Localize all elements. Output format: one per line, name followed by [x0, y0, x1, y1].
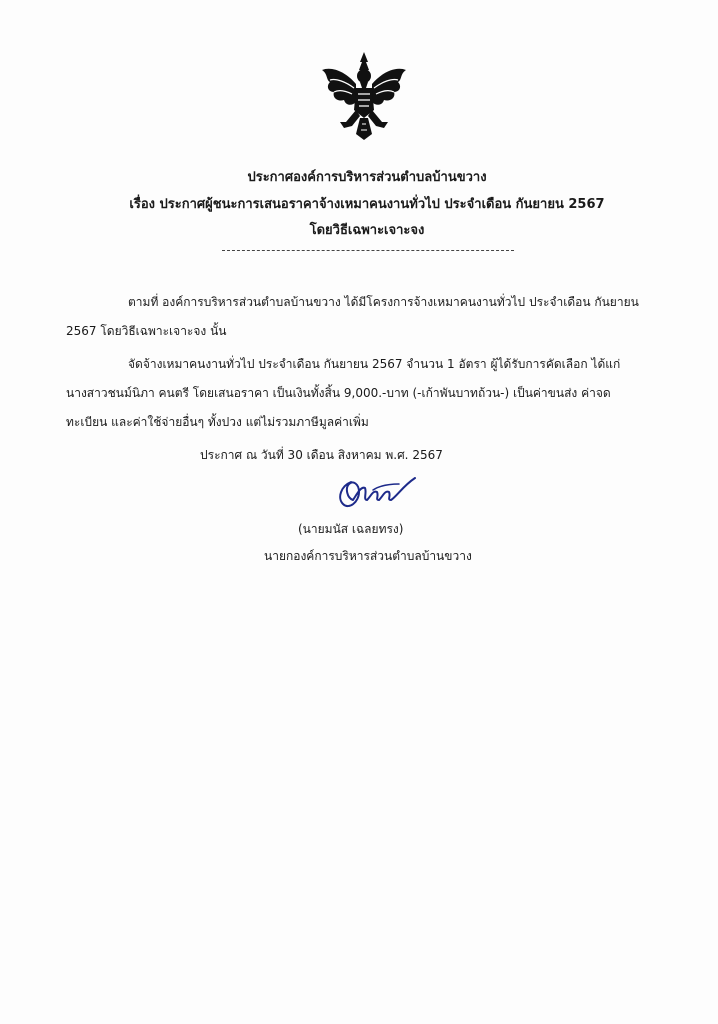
- announcement-method: โดยวิธีเฉพาะเจาะจง: [309, 223, 425, 238]
- signer-title: นายกองค์การบริหารส่วนตำบลบ้านขวาง: [264, 549, 472, 563]
- handwritten-signature-icon: [333, 472, 419, 514]
- heading-divider: [222, 250, 514, 251]
- garuda-emblem-icon: [316, 48, 412, 144]
- announcement-subject: เรื่อง ประกาศผู้ชนะการเสนอราคาจ้างเหมาคนงานทั่วไป ประจำเดือน กันยายน 2567: [129, 197, 605, 212]
- announcement-date: ประกาศ ณ วันที่ 30 เดือน สิงหาคม พ.ศ. 2567: [200, 448, 443, 462]
- announcement-title: ประกาศองค์การบริหารส่วนตำบลบ้านขวาง: [247, 170, 487, 185]
- paragraph-1-line-2: 2567 โดยวิธีเฉพาะเจาะจง นั้น: [66, 324, 227, 338]
- signer-name: (นายมนัส เฉลยทรง): [298, 522, 404, 536]
- paragraph-2-line-3: ทะเบียน และค่าใช้จ่ายอื่นๆ ทั้งปวง แต่ไม่รวมภาษีมูลค่าเพิ่ม: [66, 415, 369, 429]
- paragraph-2-line-1: จัดจ้างเหมาคนงานทั่วไป ประจำเดือน กันยายน 2567 จำนวน 1 อัตรา ผู้ได้รับการคัดเลือก ได้แก่: [128, 357, 621, 371]
- paragraph-2-line-2: นางสาวชนม์นิภา คนตรี โดยเสนอราคา เป็นเงินทั้งสิ้น 9,000.-บาท (-เก้าพันบาทถ้วน-) เป็นค่าขนส่ง ค่าจด: [66, 386, 611, 400]
- paragraph-1-line-1: ตามที่ องค์การบริหารส่วนตำบลบ้านขวาง ได้มีโครงการจ้างเหมาคนงานทั่วไป ประจำเดือน กันยายน: [128, 295, 639, 309]
